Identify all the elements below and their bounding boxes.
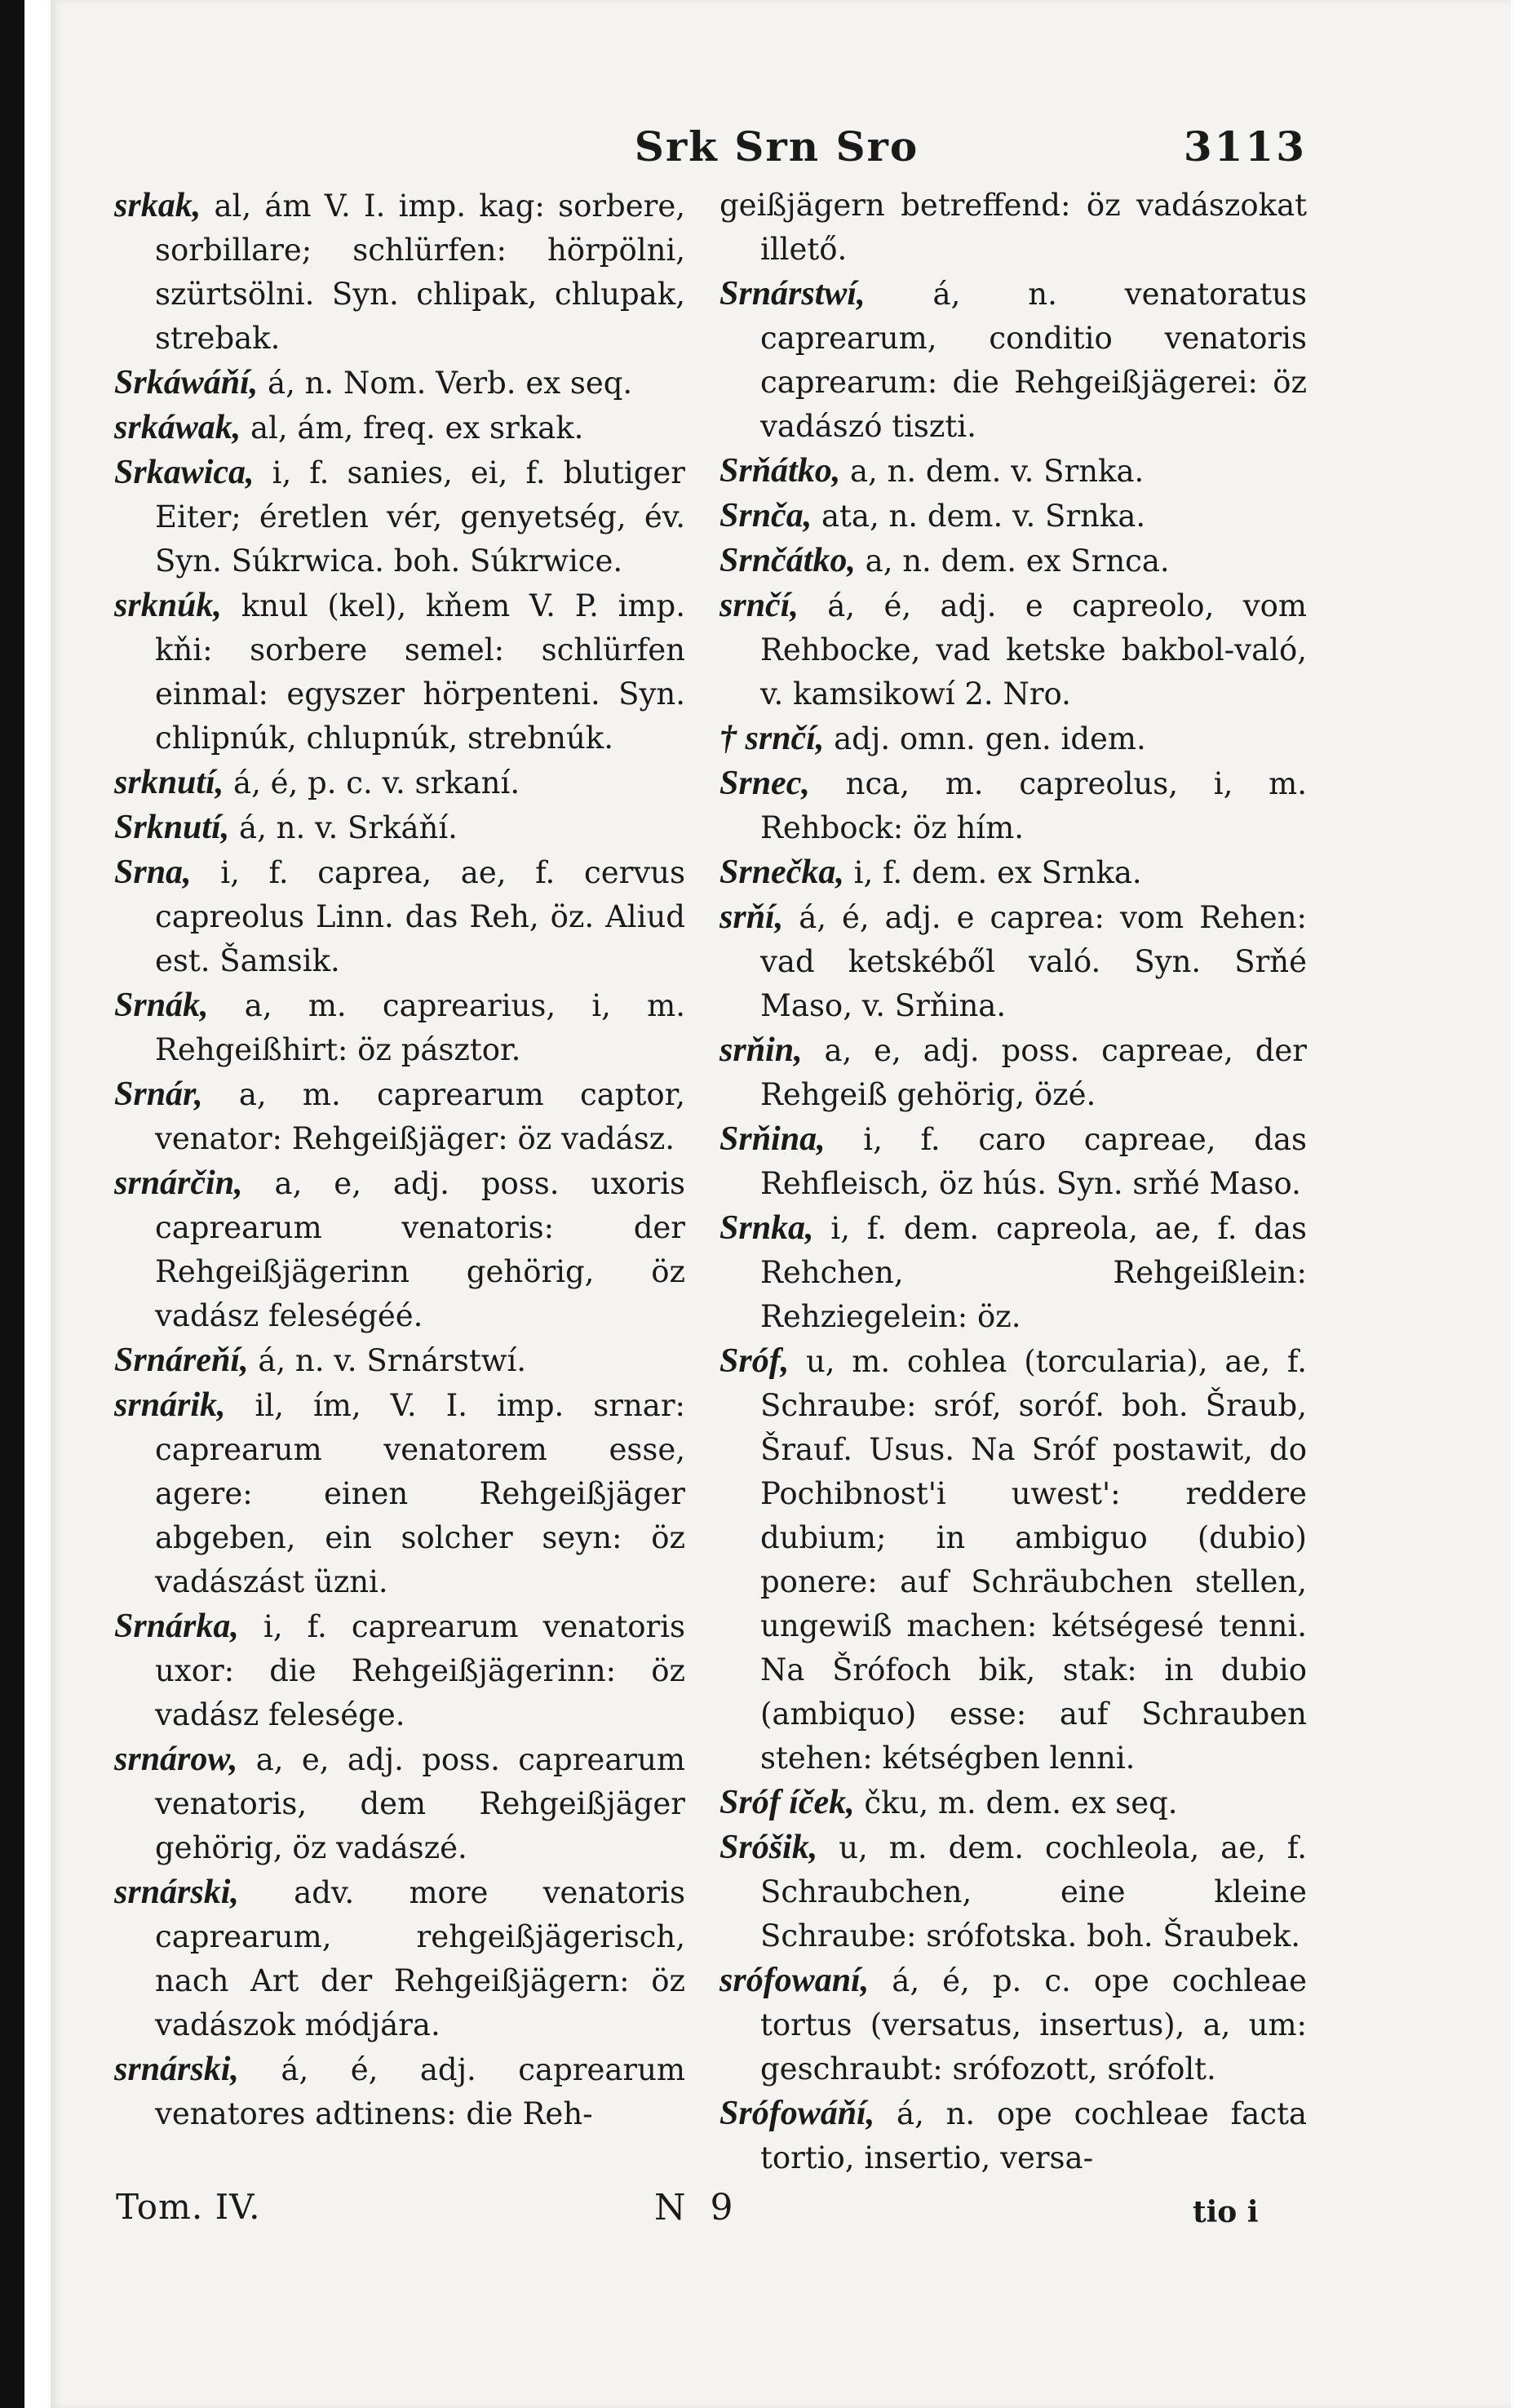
entry-text: á, é, adj. e capreolo, vom Rehbocke, vad ketske bakbol-való, v. kamsikowí 2. Nro. (760, 588, 1307, 712)
entry-text: i, f. caro capreae, das Rehfleisch, öz hús. Syn. srňé Maso. (760, 1122, 1307, 1201)
entry-text: i, f. caprea, ae, f. cervus capreolus Linn. das Reh, öz. Aliud est. Šamsik. (155, 855, 686, 978)
entry-text: á, é, adj. e caprea: vom Rehen: vad ketskéből való. Syn. Srňé Maso, v. Srňina. (760, 900, 1307, 1023)
entry-headword: srknutí, (114, 764, 224, 801)
entry-headword: srófowaní, (720, 1962, 870, 1999)
entry-text: čku, m. dem. ex seq. (864, 1785, 1178, 1820)
entry-text: á, n. v. Srkáňí. (239, 810, 458, 845)
dictionary-entry (720, 761, 1307, 850)
entry-headword: Srnčátko, (720, 542, 856, 579)
entry-headword: Srnárka, (114, 1608, 239, 1645)
entry-headword: Srnka, (720, 1209, 814, 1247)
entry-headword: Srnárstwí, (720, 275, 866, 313)
left-column (114, 184, 685, 2136)
dictionary-entry (114, 1338, 685, 1383)
entry-text: u, m. cohlea (torcularia), ae, f. Schraube: sróf, soróf. boh. Šraub, Šrauf. Usus. Na Sróf postawit, do Pochibnost'i uwest': reddere dubium; in ambiguo (dubio) ponere: auf Schräubchen stellen, ungewiß machen: kétségesé tenni. Na Šrófoch bik, stak: in dubio (ambiquo) esse: auf Schrauben stehen: kétségben lenni. (760, 1344, 1307, 1776)
running-head: Srk Srn Sro (634, 122, 919, 171)
entry-headword: srnárčin, (114, 1164, 243, 1202)
entry-headword: Srnáreňí, (114, 1341, 249, 1379)
entry-text: a, m. caprearum captor, venator: Rehgeißjäger: öz vadász. (155, 1077, 686, 1156)
dictionary-entry (114, 184, 685, 361)
entry-text: á, n. ope cochleae facta tortio, insertio, versa- (760, 2096, 1308, 2175)
entry-headword: srňí, (720, 898, 784, 936)
entry-headword: Srňátko, (720, 452, 841, 490)
dictionary-entry (720, 1958, 1307, 2091)
entry-headword: Srkáwáňí, (114, 364, 259, 401)
entry-headword: srnárik, (114, 1386, 226, 1424)
entry-headword: srňin, (720, 1031, 803, 1069)
dictionary-entry (720, 184, 1307, 272)
dictionary-entry (114, 406, 685, 450)
right-column (720, 184, 1307, 2180)
entry-text: al, ám V. I. imp. kag: sorbere, sorbillare; schlürfen: hörpölni, szürtsölni. Syn. chlipak, chlupak, strebak. (155, 188, 685, 356)
entry-headword: Srnec, (720, 765, 810, 802)
entry-headword: Srna, (114, 854, 192, 891)
entry-text: adj. omn. gen. idem. (834, 721, 1146, 756)
catchword: tio i (1193, 2195, 1259, 2229)
entry-text: ata, n. dem. v. Srnka. (821, 499, 1146, 534)
entry-text: a, e, adj. poss. capreae, der Rehgeiß gehörig, özé. (760, 1033, 1307, 1112)
dictionary-entry (114, 850, 685, 983)
dictionary-entry (720, 494, 1307, 539)
dictionary-entry (720, 2091, 1307, 2180)
entry-headword: Sróšik, (720, 1829, 818, 1866)
dictionary-entry (720, 272, 1307, 449)
entry-headword: srnárski, (114, 1874, 239, 1911)
entry-headword: † srnčí, (720, 720, 825, 757)
entry-text: al, ám, freq. ex srkak. (250, 410, 584, 446)
dictionary-entry (720, 1117, 1307, 1206)
entry-headword: srkáwak, (114, 409, 241, 446)
entry-headword: Srkawica, (114, 454, 255, 491)
entry-headword: Srnár, (114, 1075, 203, 1113)
dictionary-entry (720, 1781, 1307, 1825)
dictionary-entry (114, 450, 685, 583)
entry-text: a, m. caprearius, i, m. Rehgeißhirt: öz pásztor. (155, 988, 685, 1067)
entry-text: á, n. v. Srnárstwí. (258, 1343, 527, 1378)
entry-text: a, n. dem. v. Srnka. (850, 454, 1145, 489)
entry-text: á, é, p. c. ope cochleae tortus (versatus, insertus), a, um: geschraubt: srófozott, srófolt. (760, 1963, 1307, 2086)
entry-headword: Srófowáňí, (720, 2095, 875, 2132)
dictionary-entry (720, 1028, 1307, 1117)
dictionary-entry (114, 1737, 685, 1870)
entry-headword: Sróf íček, (720, 1784, 855, 1821)
entry-text: knul (kel), kňem V. P. imp. kňi: sorbere semel: schlürfen einmal: egyszer hörpenteni. Syn. chlipnúk, chlupnúk, strebnúk. (155, 588, 685, 756)
dictionary-entry (114, 761, 685, 805)
scan-border (0, 0, 24, 2408)
entry-headword: Srnča, (720, 497, 812, 534)
entry-headword: srnárski, (114, 2051, 239, 2088)
entry-text: a, e, adj. poss. caprearum venatoris, dem Rehgeißjäger gehörig, öz vadászé. (155, 1742, 685, 1865)
dictionary-entry (114, 1870, 685, 2047)
entry-headword: Srnečka, (720, 854, 844, 891)
entry-headword: Srňina, (720, 1120, 826, 1158)
dictionary-entry (114, 583, 685, 761)
dictionary-entry (114, 1161, 685, 1338)
dictionary-entry (720, 850, 1307, 895)
entry-headword: srnčí, (720, 587, 799, 624)
volume-label: Tom. IV. (116, 2187, 261, 2227)
entry-text: á, é, adj. caprearum venatores adtinens: die Reh- (155, 2052, 685, 2131)
entry-headword: srkak, (114, 187, 201, 224)
entry-text: á, n. Nom. Verb. ex seq. (268, 366, 633, 401)
entry-text: nca, m. capreolus, i, m. Rehbock: öz hím. (760, 766, 1307, 845)
dictionary-entry (720, 1825, 1307, 1958)
entry-text: á, é, p. c. v. srkaní. (233, 765, 520, 800)
dictionary-entry (114, 983, 685, 1072)
dictionary-entry (114, 1383, 685, 1604)
entry-text: i, f. dem. ex Srnka. (853, 855, 1142, 890)
entry-text: a, e, adj. poss. uxoris caprearum venatoris: der Rehgeißjägerinn gehörig, öz vadász feleségéé. (155, 1166, 685, 1333)
entry-headword: srnárow, (114, 1741, 238, 1778)
dictionary-entry (114, 361, 685, 406)
entry-text: i, f. caprearum venatoris uxor: die Rehgeißjägerinn: öz vadász felesége. (155, 1609, 685, 1732)
entry-headword: Sróf, (720, 1342, 790, 1380)
dictionary-entry (114, 1072, 685, 1161)
dictionary-entry (720, 1339, 1307, 1781)
page-footer (51, 2187, 1511, 2244)
entry-text: i, f. dem. capreola, ae, f. das Rehchen, Rehgeißlein: Rehziegelein: öz. (760, 1211, 1308, 1334)
dictionary-entry (720, 895, 1307, 1028)
entry-text: geißjägern betreffend: öz vadászokat illető. (720, 188, 1307, 267)
dictionary-page (51, 0, 1511, 2408)
entry-text: a, n. dem. ex Srnca. (865, 543, 1170, 579)
entry-headword: Srknutí, (114, 809, 230, 846)
dictionary-entry (114, 805, 685, 850)
page-number: 3113 (1183, 122, 1307, 171)
dictionary-entry (720, 716, 1307, 761)
entry-text: il, ím, V. I. imp. srnar: caprearum venatorem esse, agere: einen Rehgeißjäger abgeben, ein solcher seyn: öz vadászást üzni. (155, 1388, 686, 1599)
dictionary-entry (720, 1206, 1307, 1339)
dictionary-entry (114, 2047, 685, 2136)
entry-text: adv. more venatoris caprearum, rehgeißjägerisch, nach Art der Rehgeißjägern: öz vadászok módjára. (155, 1875, 685, 2042)
dictionary-entry (720, 583, 1307, 716)
dictionary-entry (720, 449, 1307, 494)
dictionary-entry (720, 539, 1307, 583)
printer-signature: N 9 (654, 2187, 740, 2228)
entry-text: i, f. sanies, ei, f. blutiger Eiter; éretlen vér, genyetség, év. Syn. Súkrwica. boh. Súkrwice. (155, 455, 685, 579)
entry-headword: srknúk, (114, 587, 222, 624)
entry-text: á, n. venatoratus caprearum, conditio venatoris caprearum: die Rehgeißjägerei: öz vadászó tiszti. (760, 277, 1307, 444)
dictionary-entry (114, 1604, 685, 1737)
entry-headword: Srnák, (114, 987, 209, 1024)
page-header (51, 122, 1511, 180)
entry-text: u, m. dem. cochleola, ae, f. Schraubchen, eine kleine Schraube: srófotska. boh. Šraubek. (760, 1830, 1308, 1953)
